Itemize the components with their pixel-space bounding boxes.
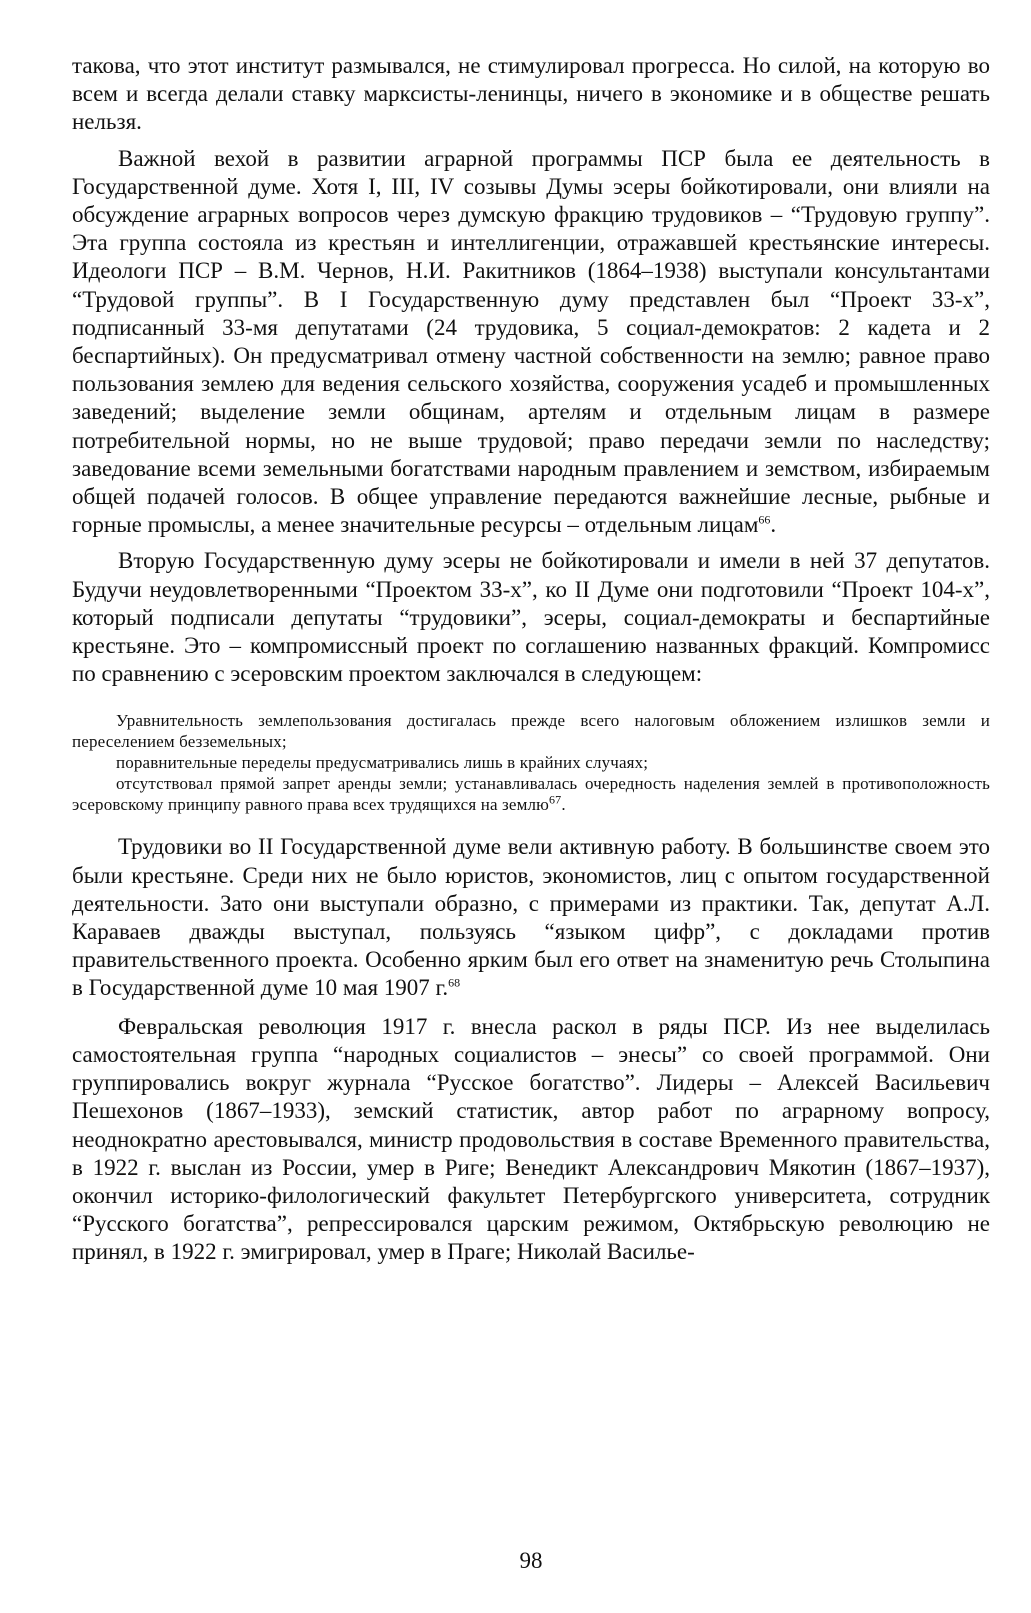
quote-item-1 <box>72 710 990 752</box>
footnote-ref-67: 67 <box>549 792 562 807</box>
quote-item-3 <box>72 773 990 815</box>
paragraph-2-text: Важной вехой в развитии аграрной программы ПСР была ее деятельность в Государственной думе. Хотя I, III, IV созывы Думы эсеры бойкотировали, они влияли на обсуждение аграрных вопросов через думскую фракцию трудовиков – “Трудовую группу”. Эта группа состояла из крестьян и интеллигенции, отражавшей крестьянские интересы. Идеологи ПСР – В.М. Чернов, Н.И. Ракитников (1864–1938) выступали консультантами “Трудовой группы”. В I Государственную думу представлен был “Проект 33-х”, подписанный 33-мя депутатами (24 трудовика, 5 социал-демократов: 2 кадета и 2 беспартийных). Он предусматривал отмену частной собственности на землю; равное право пользования землею для ведения сельского хозяйства, сооружения усадеб и промышленных заведений; выделение земли общинам, артелям и отдельным лицам в размере потребительной нормы, но не выше трудовой; право передачи земли по наследству; заведование всеми земельными богатствами народным правлением и земством, избираемым общей подачей голосов. В общее управление передаются важнейшие лесные, рыбные и горные промыслы, а менее значительные ресурсы – отдельным лицам <box>72 145 990 538</box>
quote-item-3-text: отсутствовал прямой запрет аренды земли; устанавливалась очередность наделения землей в противоположность эсеровскому принципу равного права всех трудящихся на землю <box>72 774 990 815</box>
paragraph-5 <box>72 1013 990 1267</box>
paragraph-4-text: Трудовики во II Государственной думе вели активную работу. В большинстве своем это были крестьяне. Среди них не было юристов, экономистов, лиц с опытом государственной деятельности. Зато они выступали образно, с примерами из практики. Так, депутат А.Л. Караваев дважды выступал, пользуясь “языком цифр”, с докладами против правительственного проекта. Особенно ярким был его ответ на знаменитую речь Столыпина в Государственной думе 10 мая 1907 г. <box>72 834 990 1001</box>
footnote-ref-68: 68 <box>448 975 461 990</box>
paragraph-3 <box>72 547 990 688</box>
paragraph-3-text: Вторую Государственную думу эсеры не бойкотировали и имели в ней 37 депутатов. Будучи неудовлетворенными “Проектом 33-х”, ко II Думе они подготовили “Проект 104-х”, который подписали депутаты “трудовики”, эсеры, социал-демократы и беспартийные крестьяне. Это – компромиссный проект по соглашению названных фракций. Компромисс по сравнению с эсеровским проектом заключался в следующем: <box>72 548 990 687</box>
footnote-ref-66: 66 <box>758 512 771 527</box>
paragraph-2 <box>72 145 990 540</box>
quote-item-2 <box>72 752 990 773</box>
book-page <box>72 52 990 1592</box>
paragraph-4 <box>72 833 990 1002</box>
paragraph-1 <box>72 52 990 137</box>
paragraph-5-text: Февральская революция 1917 г. внесла раскол в ряды ПСР. Из нее выделилась самостоятельная группа “народных социалистов – энесы” со своей программой. Они группировались вокруг журнала “Русское богатство”. Лидеры – Алексей Васильевич Пешехонов (1867–1933), земский статистик, автор работ по аграрному вопросу, неоднократно арестовывался, министр продовольствия в составе Временного правительства, в 1922 г. выслан из России, умер в Риге; Венедикт Александрович Мякотин (1867–1937), окончил историко-филологический факультет Петербургского университета, сотрудник “Русского богатства”, репрессировался царским режимом, Октябрьскую революцию не принял, в 1922 г. эмигрировал, умер в Праге; Николай Василье- <box>72 1013 990 1265</box>
paragraph-1-text: такова, что этот институт размывался, не стимулировал прогресса. Но силой, на которую во всем и всегда делали ставку марксисты-ленинцы, ничего в экономике и в обществе решать нельзя. <box>72 53 990 135</box>
page-number: 98 <box>519 1548 543 1573</box>
quote-item-1-text: Уравнительность землепользования достигалась прежде всего налоговым обложением излишков земли и переселением безземельных; <box>72 711 990 752</box>
quote-item-3-end: . <box>561 795 566 815</box>
quote-item-2-text: поравнительные переделы предусматривались лишь в крайних случаях; <box>116 753 649 773</box>
paragraph-2-end: . <box>770 512 777 538</box>
quote-block <box>72 710 990 815</box>
